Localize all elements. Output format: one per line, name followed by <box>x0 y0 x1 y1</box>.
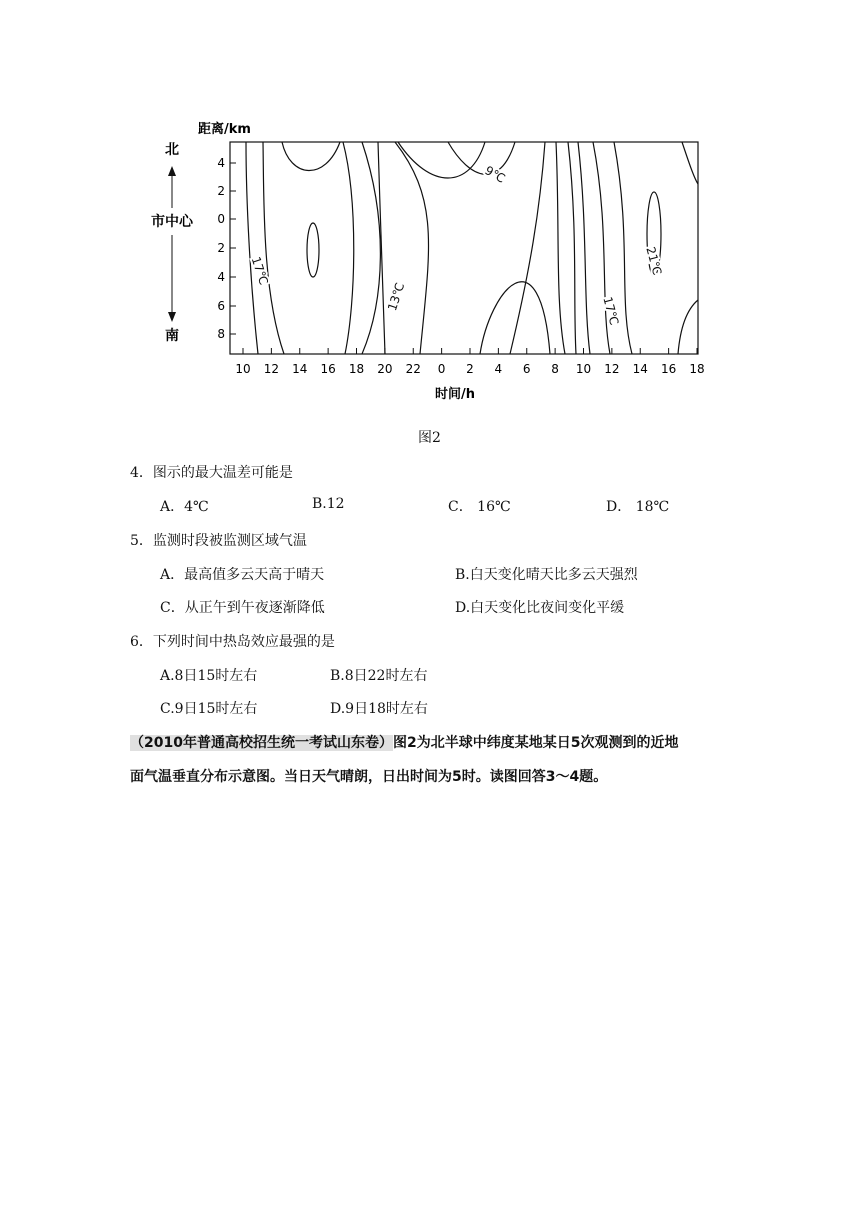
isotherm-corner-top <box>682 142 698 184</box>
north-south-arrow <box>168 166 176 322</box>
x-tick-label: 8 <box>551 362 559 376</box>
contour-label-17-left: 17℃ <box>248 254 271 287</box>
contour-label-9: 9℃ <box>482 163 508 186</box>
x-tick-label: 6 <box>522 362 531 376</box>
isotherm-right-1 <box>556 142 565 354</box>
isotherm-13 <box>378 142 385 354</box>
y-tick-label: 4 <box>217 156 225 170</box>
question-4-stem: 4．图示的最大温差可能是 <box>130 465 293 481</box>
label-city-center: 市中心 <box>151 214 193 230</box>
contour-chart <box>0 0 860 430</box>
y-axis-ticks <box>217 156 236 341</box>
isotherm-lower-arc <box>480 282 550 354</box>
passage-source: （2010年普通高校招生统一考试山东卷） <box>130 735 393 751</box>
isotherm-small-loop <box>307 223 319 277</box>
y-tick-label: 6 <box>217 299 225 313</box>
isotherms <box>246 142 698 354</box>
question-6-option-d: D.9日18时左右 <box>330 701 428 717</box>
y-tick-label: 4 <box>217 270 225 284</box>
question-6-stem: 6．下列时间中热岛效应最强的是 <box>130 634 335 650</box>
question-5-option-a: A．最高值多云天高于晴天 <box>160 567 325 583</box>
passage-line-2: 面气温垂直分布示意图。当日天气晴朗，日出时间为5时。读图回答3～4题。 <box>130 769 608 785</box>
x-tick-label: 16 <box>660 362 677 376</box>
question-4-option-d: D． 18℃ <box>606 499 670 515</box>
x-axis-ticks <box>235 348 704 376</box>
isotherm-mid-1 <box>343 142 354 354</box>
passage-text-1: 图2为北半球中纬度某地某日5次观测到的近地 <box>392 735 679 751</box>
label-south: 南 <box>165 328 179 344</box>
question-6-option-a: A.8日15时左右 <box>160 668 258 684</box>
contour-labels <box>249 163 665 326</box>
question-6-option-b: B.8日22时左右 <box>330 668 428 684</box>
question-5-option-d: D.白天变化比夜间变化平缓 <box>455 600 625 616</box>
question-4-option-a: A．4℃ <box>160 499 209 515</box>
contour-label-17-right: 17℃ <box>600 295 622 327</box>
contour-label-13: 13℃ <box>385 280 408 313</box>
isotherm-cross-1 <box>398 142 485 178</box>
x-tick-label: 2 <box>466 362 474 376</box>
question-4-option-b: B.12 <box>312 496 345 512</box>
question-6-option-c: C.9日15时左右 <box>160 701 258 717</box>
question-5-option-c: C．从正午到午夜逐渐降低 <box>160 600 325 616</box>
isotherm-left-2 <box>263 142 284 354</box>
question-5-option-b: B.白天变化晴天比多云天强烈 <box>455 567 638 583</box>
passage-line-1 <box>130 732 678 752</box>
isotherm-upper-arc <box>282 142 340 171</box>
isotherm-mid-2 <box>362 142 380 354</box>
isotherm-right-2 <box>568 142 576 354</box>
x-tick-label: 12 <box>604 362 620 376</box>
x-tick-label: 10 <box>235 362 251 376</box>
x-tick-label: 16 <box>320 362 336 376</box>
x-tick-label: 4 <box>494 362 503 376</box>
isotherm-right-3 <box>578 142 590 354</box>
isotherm-cross-2 <box>395 142 429 354</box>
y-tick-label: 0 <box>217 212 225 226</box>
question-4-option-c: C． 16℃ <box>448 499 511 515</box>
isotherm-left-1 <box>246 142 258 354</box>
y-tick-label: 8 <box>217 327 225 341</box>
y-tick-label: 2 <box>217 184 225 198</box>
y-axis-title: 距离/km <box>198 122 251 137</box>
x-tick-label: 18 <box>689 362 705 376</box>
question-5-stem: 5．监测时段被监测区域气温 <box>130 533 307 549</box>
contour-label-21: 21℃ <box>643 245 665 277</box>
x-tick-label: 18 <box>348 362 365 376</box>
figure-caption: 图2 <box>418 430 441 446</box>
isotherm-corner-bottom <box>678 300 698 354</box>
label-north: 北 <box>165 142 179 158</box>
x-tick-label: 14 <box>632 362 648 376</box>
isotherm-9 <box>448 142 515 174</box>
x-tick-label: 14 <box>292 362 308 376</box>
x-tick-label: 20 <box>377 362 393 376</box>
x-axis-title: 时间/h <box>434 387 476 402</box>
x-tick-label: 10 <box>575 362 592 376</box>
isotherm-mid-3 <box>510 142 545 354</box>
x-tick-label: 0 <box>437 362 446 376</box>
y-tick-label: 2 <box>217 241 225 255</box>
x-tick-label: 22 <box>405 362 421 376</box>
x-tick-label: 12 <box>263 362 280 376</box>
